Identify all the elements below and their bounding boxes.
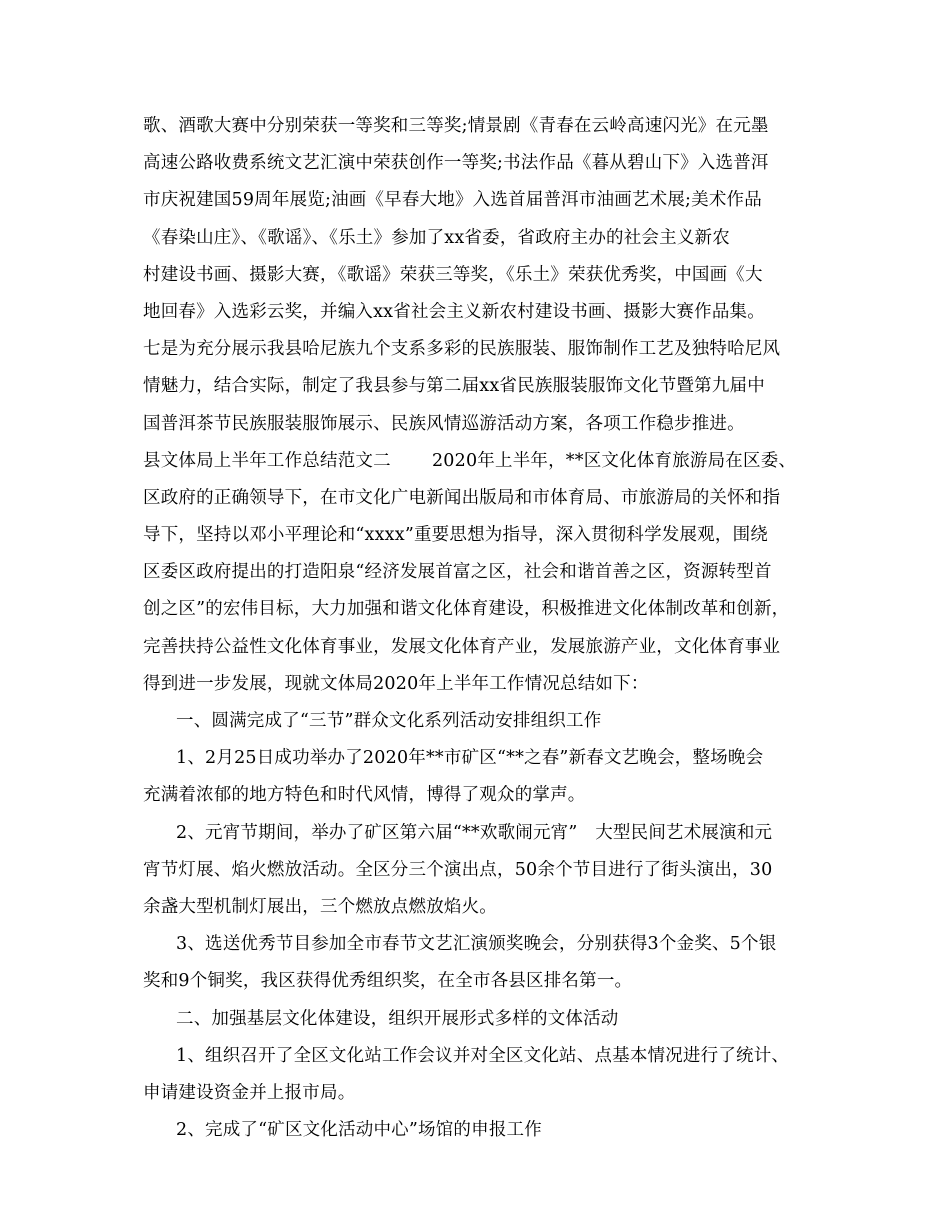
text-line: 创之区”的宏伟目标，大力加强和谐文化体育建设，积极推进文化体制改革和创新，: [143, 599, 790, 620]
text-line: 充满着浓郁的地方特色和时代风情，博得了观众的掌声。: [143, 785, 586, 806]
text-line: 国普洱茶节民族服装服饰展示、民族风情巡游活动方案，各项工作稳步推进。: [143, 413, 745, 434]
text-line: 奖和9个铜奖，我区获得优秀组织奖，在全市各县区排名第一。: [143, 971, 633, 992]
text-line: 完善扶持公益性文化体育事业，发展文化体育产业，发展旅游产业，文化体育事业: [143, 636, 781, 657]
text-line: 区政府的正确领导下，在市文化广电新闻出版局和市体育局、市旅游局的关怀和指: [143, 487, 781, 508]
text-line: 村建设书画、摄影大赛，《歌谣》荣获三等奖，《乐土》荣获优秀奖，中国画《大: [143, 264, 763, 285]
text-line: 2、完成了“矿区文化活动中心”场馆的申报工作: [176, 1120, 542, 1141]
text-line: 宵节灯展、焰火燃放活动。全区分三个演出点，50余个节目进行了街头演出，30: [143, 859, 773, 880]
text-line: 地回春》入选彩云奖，并编入xx省社会主义新农村建设书画、摄影大赛作品集。: [143, 301, 765, 322]
text-line: 2、元宵节期间，举办了矿区第六届“**欢歌闹元宵” 大型民间艺术展演和元: [176, 822, 773, 843]
text-line: 高速公路收费系统文艺汇演中荣获创作一等奖;书法作品《暮从碧山下》入选普洱: [143, 153, 769, 174]
text-line: 申请建设资金并上报市局。: [143, 1082, 356, 1103]
text-line: 《春染山庄》、《歌谣》、《乐土》参加了xx省委，省政府主办的社会主义新农: [143, 227, 730, 248]
text-line: 二、加强基层文化体建设，组织开展形式多样的文体活动: [176, 1008, 619, 1029]
text-line: 县文体局上半年工作总结范文二 2020年上半年，**区文化体育旅游局在区委、: [143, 450, 797, 471]
text-line: 市庆祝建国59周年展览;油画《早春大地》入选首届普洱市油画艺术展;美术作品: [143, 190, 762, 211]
text-line: 情魅力，结合实际，制定了我县参与第二届xx省民族服装服饰文化节暨第九届中: [143, 376, 765, 397]
text-line: 导下，坚持以邓小平理论和“xxxx”重要思想为指导，深入贯彻科学发展观，围绕: [143, 525, 768, 546]
text-line: 区委区政府提出的打造阳泉“经济发展首富之区，社会和谐首善之区，资源转型首: [143, 562, 772, 583]
text-line: 歌、酒歌大赛中分别荣获一等奖和三等奖;情景剧《青春在云岭高速闪光》在元墨: [143, 116, 769, 136]
text-line: 七是为充分展示我县哈尼族九个支系多彩的民族服装、服饰制作工艺及独特哈尼风: [143, 339, 781, 360]
document-body: [143, 108, 823, 1149]
text-line: 3、选送优秀节目参加全市春节文艺汇演颁奖晚会，分别获得3个金奖、5个银: [176, 934, 777, 955]
text-line: 余盏大型机制灯展出，三个燃放点燃放焰火。: [143, 896, 497, 917]
text-line: 得到进一步发展，现就文体局2020年上半年工作情况总结如下：: [143, 673, 649, 694]
text-line: 1、2月25日成功举办了2020年**市矿区“**之春”新春文艺晚会，整场晚会: [176, 748, 764, 769]
text-line: 1、组织召开了全区文化站工作会议并对全区文化站、点基本情况进行了统计、: [176, 1045, 790, 1066]
text-line: 一、圆满完成了“三节”群众文化系列活动安排组织工作: [176, 711, 602, 731]
